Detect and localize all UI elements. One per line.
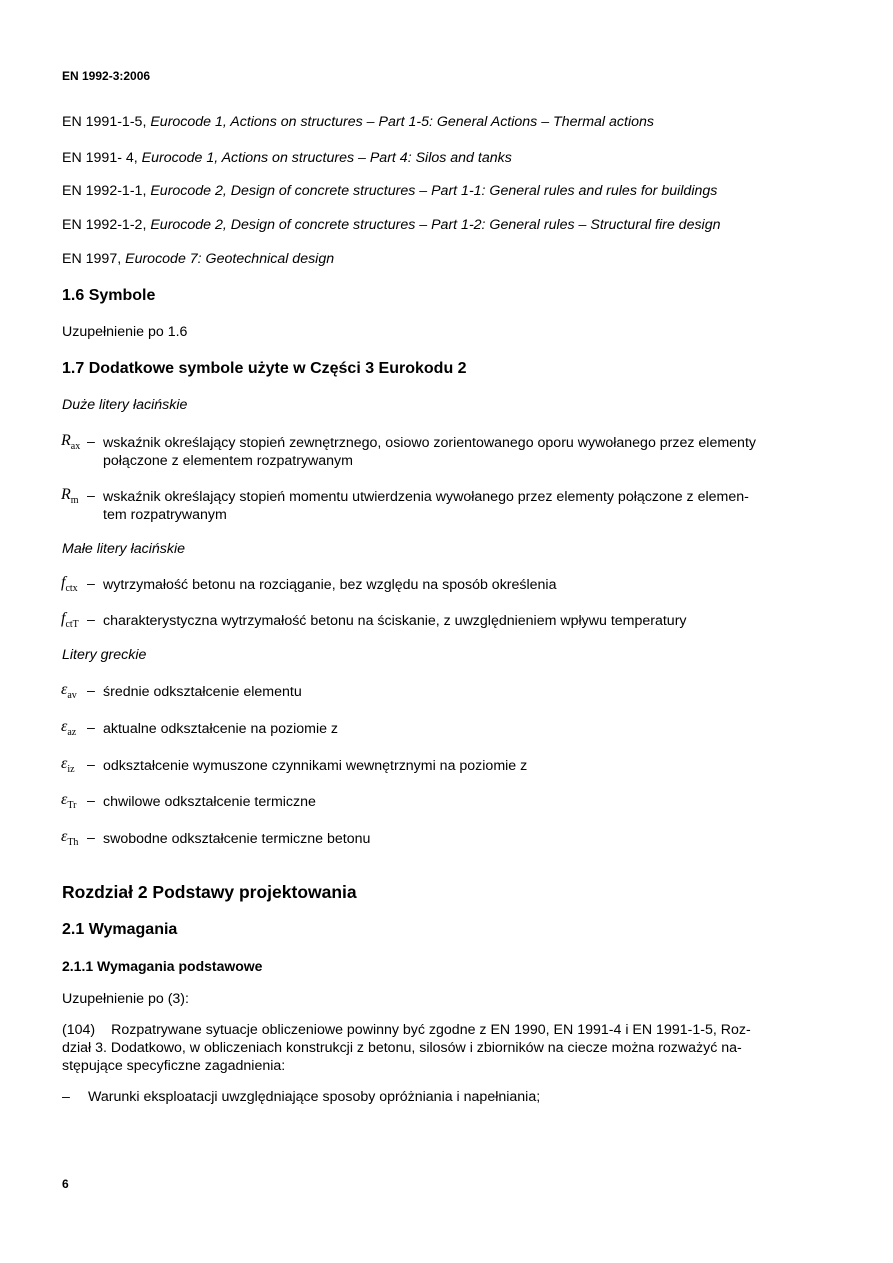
- paragraph-number: (104): [62, 1022, 96, 1038]
- reference-item: [62, 150, 512, 166]
- symbol-definition: wytrzymałość betonu na rozciąganie, bez względu na sposób określenia: [103, 577, 557, 593]
- section-heading-2-1: 2.1 Wymagania: [62, 921, 178, 938]
- symbol-definition: wskaźnik określający stopień momentu utwierdzenia wywołanego przez elementy połączone z elemen- tem rozpatrywanym: [103, 489, 749, 523]
- symbol: $\varepsilon_{az}$: [61, 718, 77, 739]
- dash: –: [87, 488, 95, 504]
- symbol-definition: wskaźnik określający stopień zewnętrznego, osiowo zorientowanego oporu wywołanego przez elementy połączone z elementem rozpatrywanym: [103, 435, 756, 469]
- reference-item: [62, 251, 334, 267]
- symbol: $\varepsilon_{av}$: [61, 681, 77, 702]
- symbol: $f_{ctx}$: [61, 574, 78, 595]
- subsection-title: Małe litery łacińskie: [62, 541, 185, 557]
- reference-item: [62, 217, 721, 233]
- document-code: EN 1992-3:2006: [62, 69, 151, 83]
- section-text: Uzupełnienie po 1.6: [62, 324, 188, 340]
- paragraph-104: (104) Rozpatrywane sytuacje obliczeniowe powinny być zgodne z EN 1990, EN 1991-4 i EN 1991-1-5, Roz- dział 3. Dodatkowo, w obliczeniach konstrukcji z betonu, silosów i zbiorników na ciecze można rozważyć na- stępujące specyficzne zagadnienia:: [62, 1022, 751, 1074]
- dash: –: [87, 720, 95, 736]
- symbol-definition: charakterystyczna wytrzymałość betonu na ściskanie, z uwzględnieniem wpływu temperatury: [103, 613, 687, 629]
- dash: –: [87, 576, 95, 592]
- reference-title: Eurocode 2, Design of concrete structures – Part 1-2: General rules – Structural fire design: [150, 217, 721, 233]
- symbol: $\varepsilon_{iz}$: [61, 755, 75, 776]
- dash: –: [87, 757, 95, 773]
- dash: –: [87, 612, 95, 628]
- dash: –: [87, 683, 95, 699]
- reference-item: [62, 183, 717, 199]
- symbol-definition: średnie odkształcenie elementu: [103, 684, 302, 700]
- dash: –: [87, 434, 95, 450]
- symbol-definition: odkształcenie wymuszone czynnikami wewnętrznymi na poziomie z: [103, 758, 528, 774]
- symbol: $R_{ax}$: [61, 432, 81, 453]
- section-heading-1-6: 1.6 Symbole: [62, 287, 156, 304]
- subsection-title: Duże litery łacińskie: [62, 397, 188, 413]
- bullet-dash: –: [62, 1089, 70, 1105]
- dash: –: [87, 830, 95, 846]
- reference-item: [62, 114, 654, 130]
- section-text: Uzupełnienie po (3):: [62, 991, 189, 1007]
- reference-title: Eurocode 1, Actions on structures – Part 1-5: General Actions – Thermal actions: [150, 114, 654, 130]
- reference-code: EN 1992-1-1,: [62, 183, 147, 199]
- page-number: 6: [62, 1177, 69, 1191]
- symbol: $R_m$: [61, 486, 79, 507]
- symbol-definition: swobodne odkształcenie termiczne betonu: [103, 831, 371, 847]
- reference-title: Eurocode 2, Design of concrete structures – Part 1-1: General rules and rules for buildings: [150, 183, 718, 199]
- reference-code: EN 1991-1-5,: [62, 114, 147, 130]
- chapter-heading: Rozdział 2 Podstawy projektowania: [62, 882, 357, 902]
- dash: –: [87, 793, 95, 809]
- reference-title: Eurocode 1, Actions on structures – Part 4: Silos and tanks: [141, 150, 512, 166]
- bullet-item: Warunki eksploatacji uwzględniające sposoby opróżniania i napełniania;: [88, 1089, 541, 1105]
- section-heading-2-1-1: 2.1.1 Wymagania podstawowe: [62, 958, 263, 974]
- reference-code: EN 1992-1-2,: [62, 217, 147, 233]
- subsection-title: Litery greckie: [62, 647, 147, 663]
- section-heading-1-7: 1.7 Dodatkowe symbole użyte w Części 3 Eurokodu 2: [62, 360, 467, 377]
- symbol-definition: chwilowe odkształcenie termiczne: [103, 794, 316, 810]
- symbol: $\varepsilon_{Tr}$: [61, 791, 77, 812]
- reference-title: Eurocode 7: Geotechnical design: [125, 251, 335, 267]
- reference-code: EN 1991- 4,: [62, 150, 138, 166]
- symbol: $\varepsilon_{Th}$: [61, 828, 79, 849]
- symbol-definition: aktualne odkształcenie na poziomie z: [103, 721, 339, 737]
- reference-code: EN 1997,: [62, 251, 122, 267]
- symbol: $f_{ctT}$: [61, 610, 79, 631]
